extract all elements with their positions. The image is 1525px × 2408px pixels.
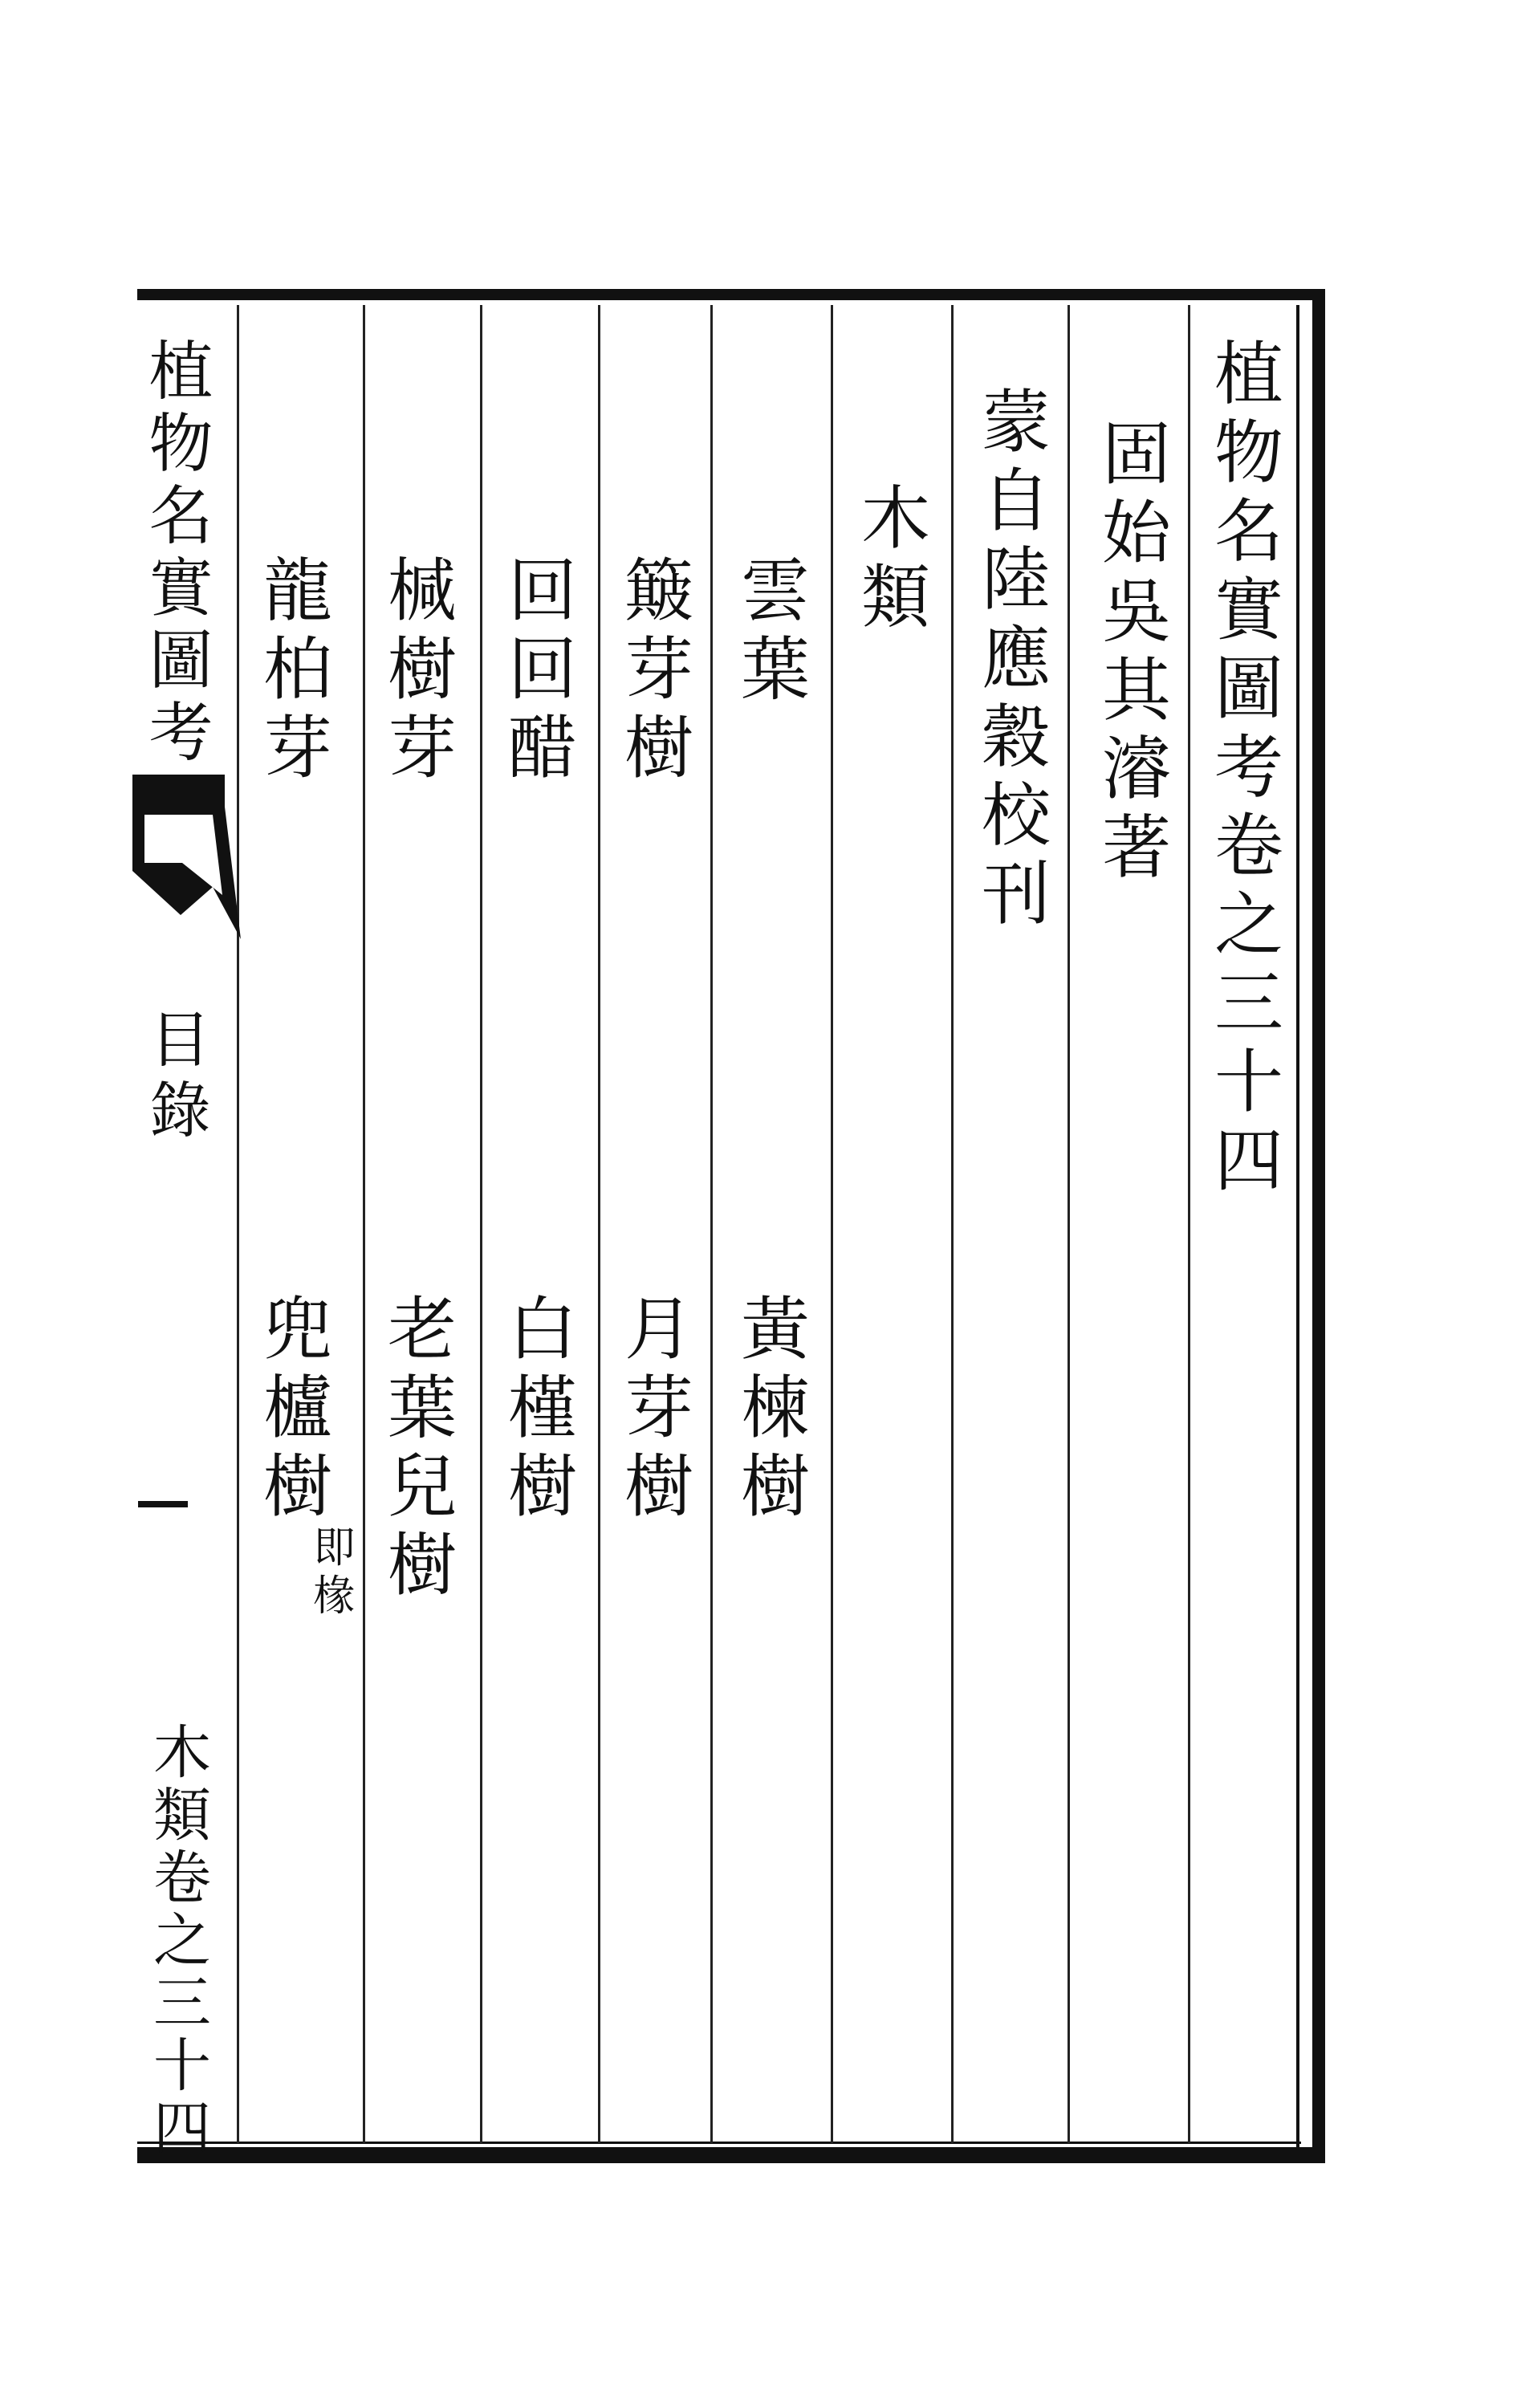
column-rule (831, 305, 833, 2143)
column-rule (480, 305, 482, 2143)
entry-item: 回回醋 (496, 554, 576, 790)
entry-item: 雲葉 (729, 554, 809, 711)
column-rule (237, 305, 239, 2143)
entry-item: 黃楝樹 (729, 1292, 809, 1528)
margin-page-number (138, 1501, 188, 1507)
fishtail-mark (132, 775, 245, 947)
section-heading: 木類 (849, 482, 929, 639)
margin-book-title: 植物名實圖考 (138, 337, 213, 771)
entry-item: 老葉兒樹 (376, 1292, 456, 1607)
entry-item: 白槿樹 (496, 1292, 576, 1528)
frame-right-border (1312, 289, 1325, 2163)
entry-item: 簸芽樹 (612, 554, 693, 790)
entry-item: 兜櫨樹 (251, 1292, 331, 1528)
frame-top-border (137, 289, 1324, 300)
entry-item: 椷樹芽 (376, 554, 456, 790)
volume-title: 植物名實圖考卷之三十四 (1202, 337, 1283, 1202)
column-rule (1068, 305, 1070, 2143)
column-rule (598, 305, 600, 2143)
column-rule (951, 305, 954, 2143)
column-rule (363, 305, 365, 2143)
entry-note: 即椽 (306, 1525, 354, 1621)
entry-item: 月芽樹 (612, 1292, 693, 1528)
editor-credit: 蒙自陸應穀校刊 (970, 385, 1050, 936)
margin-section-label: 目錄 (140, 1007, 211, 1149)
column-rule (1188, 305, 1190, 2143)
margin-footer-label: 木類卷之三十四 (144, 1722, 211, 2160)
author-credit: 固始吳其濬著 (1090, 417, 1170, 889)
frame-right-inner-border (1296, 305, 1299, 2151)
frame-bottom-border (137, 2147, 1325, 2163)
frame-bottom-inner-border (137, 2142, 1301, 2144)
entry-item: 龍柏芽 (251, 554, 331, 790)
column-rule (710, 305, 713, 2143)
